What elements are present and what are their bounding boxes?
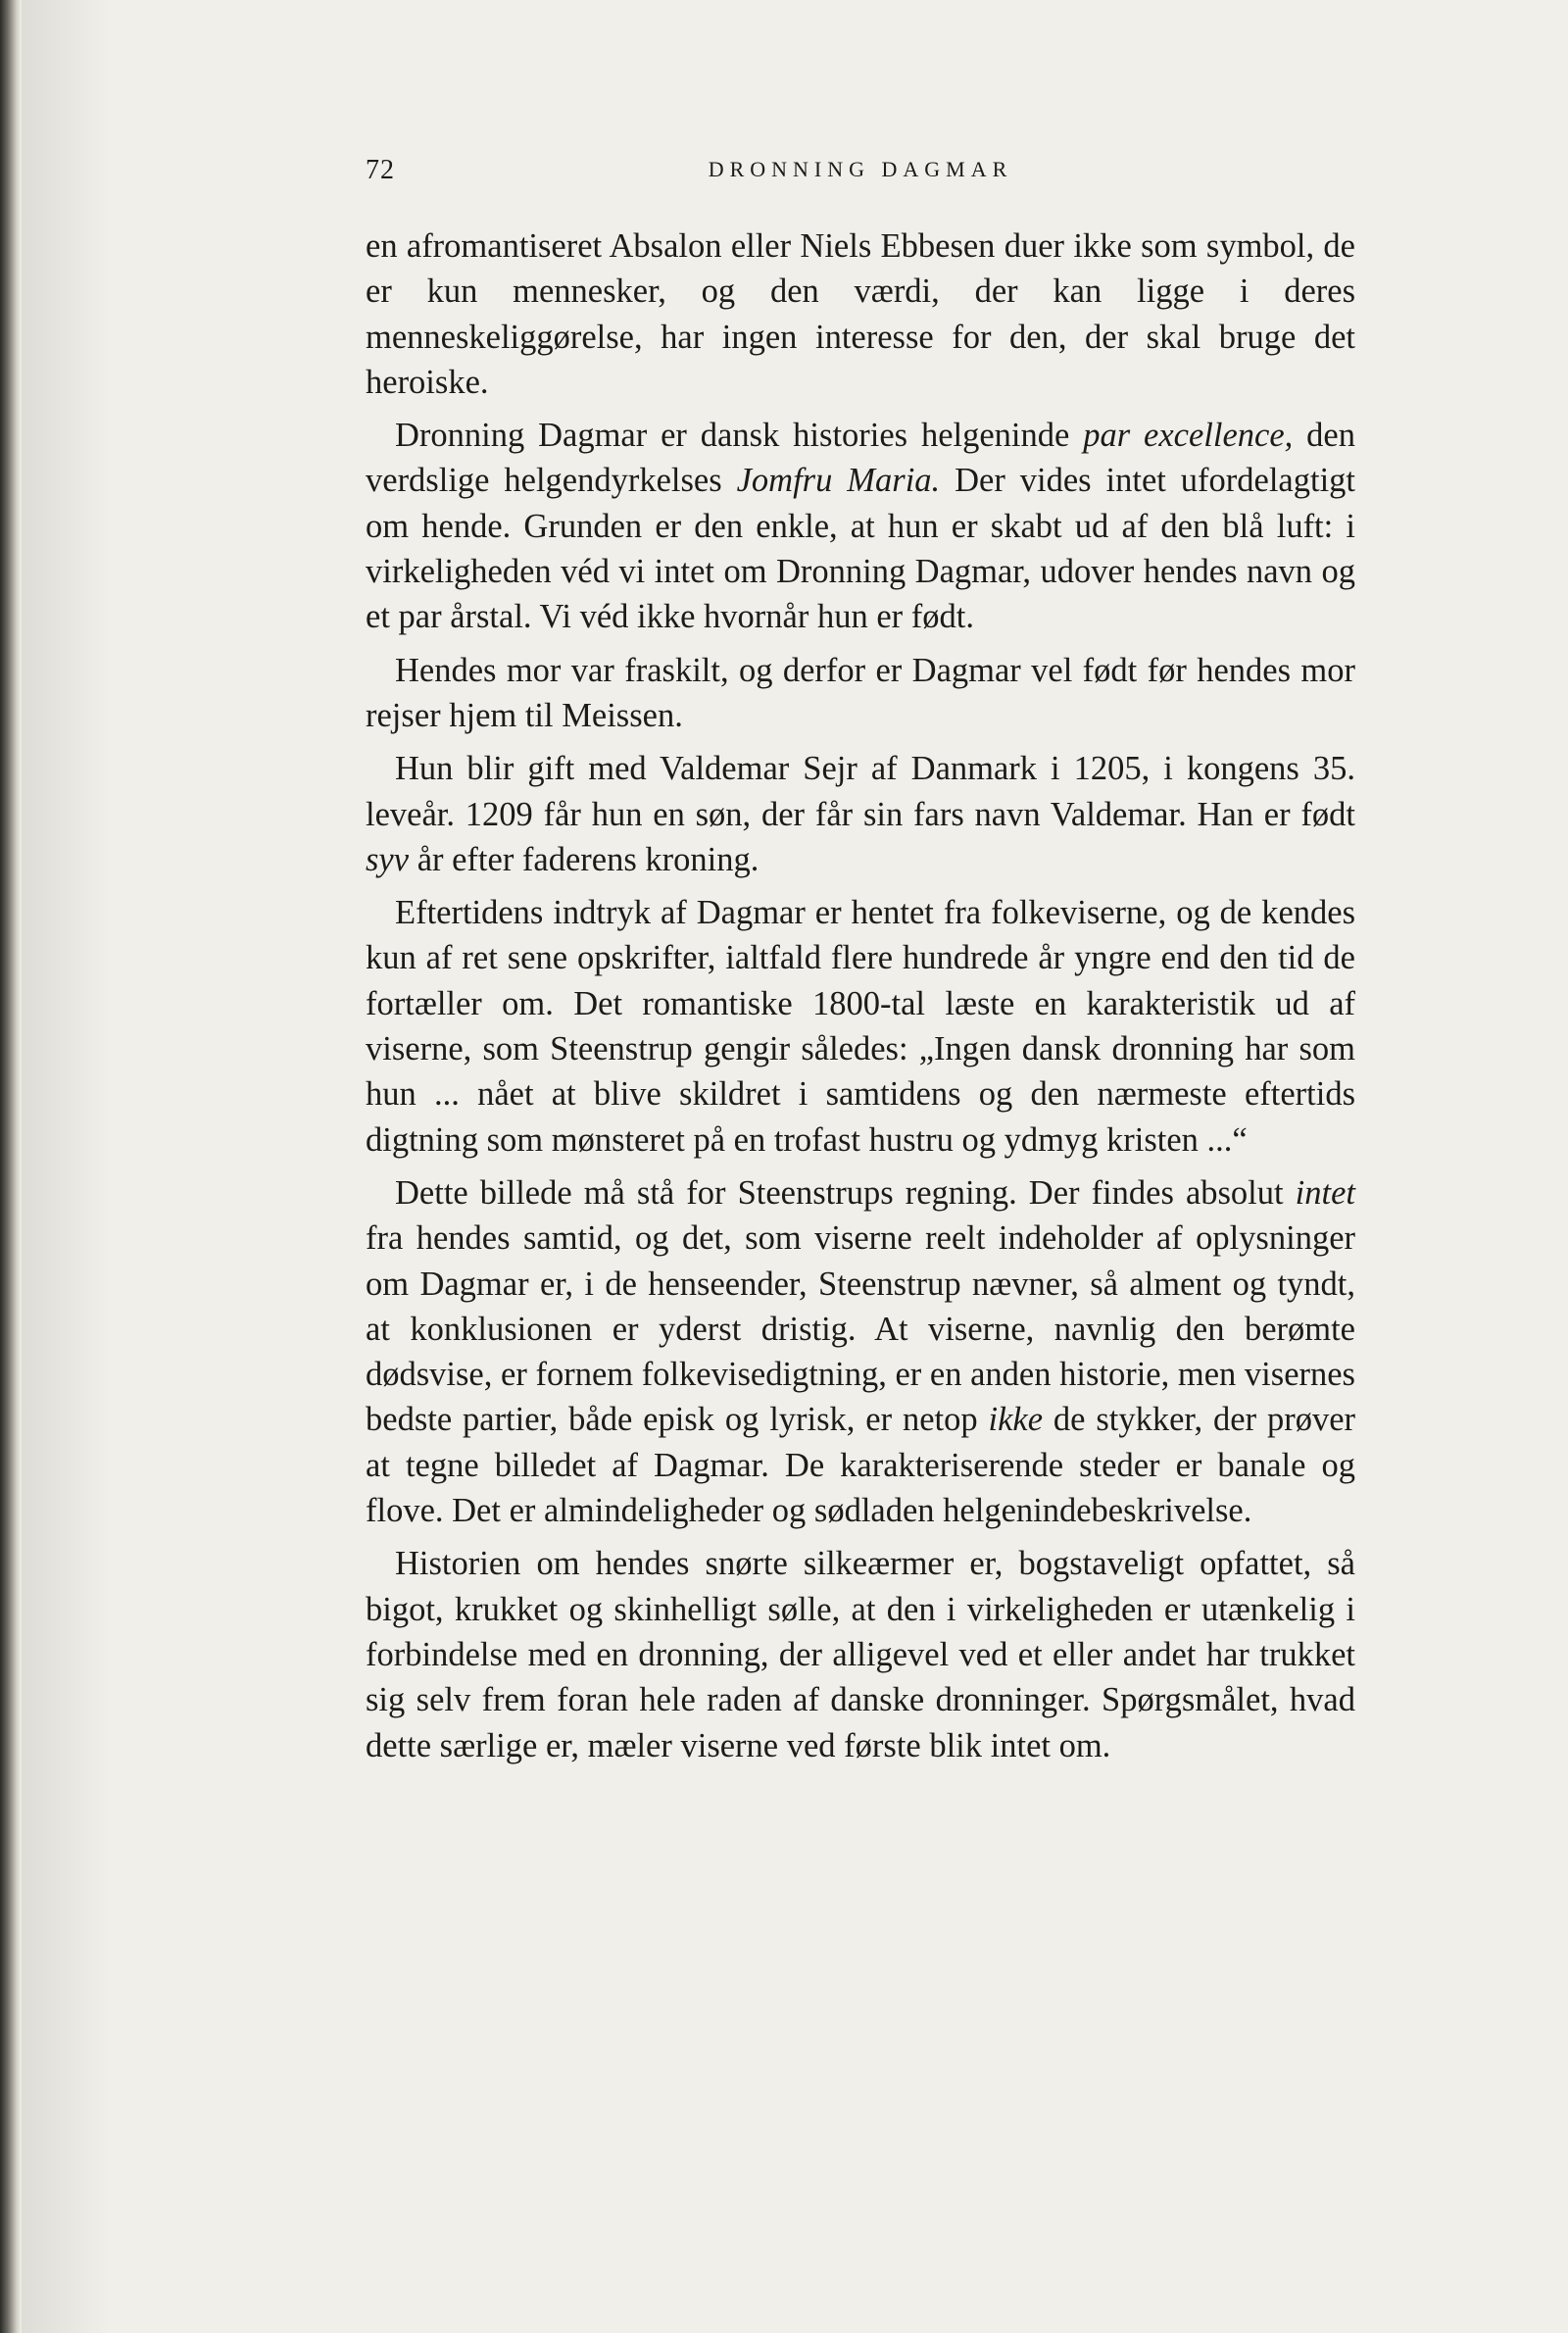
text-segment: Dronning Dagmar er dansk histories helgeninde bbox=[395, 417, 1084, 455]
book-binding-edge bbox=[0, 0, 22, 2333]
text-segment: Eftertidens indtryk af Dagmar er hentet fra folkeviserne, og de kendes kun af ret sene opskrifter, ialtfald flere hundrede år yngre end den tid de fortæller om. Det romantiske 1800-tal læste en karakteristik ud af viserne, som Steenstrup gengir således: „Ingen dansk dronning har som hun ... nået at blive skildret i samtidens og den nærmeste eftertids digtning som mønsteret på en trofast hustru og ydmyg kristen ...“ bbox=[366, 894, 1355, 1159]
binding-shadow bbox=[22, 0, 110, 2333]
italic-segment: Jomfru Maria. bbox=[736, 462, 941, 500]
paragraph-4 bbox=[366, 746, 1355, 882]
text-segment: Hun blir gift med Valdemar Sejr af Danmark i 1205, i kongens 35. leveår. 1209 får hun en søn, der får sin fars navn Valdemar. Han er født bbox=[366, 750, 1355, 833]
text-segment: en afromantiseret Absalon eller Niels Ebbesen duer ikke som symbol, de er kun mennesker, og den værdi, der kan ligge i deres menneskeliggørelse, har ingen interesse for den, der skal bruge det heroiske. bbox=[366, 227, 1355, 401]
running-title: DRONNING DAGMAR bbox=[708, 157, 1013, 181]
paragraph-7 bbox=[366, 1541, 1355, 1767]
book-page bbox=[366, 0, 1355, 2333]
text-segment: den verdslige helgendyrkelses bbox=[366, 417, 1355, 500]
text-segment: Historien om hendes snørte silkeærmer er, bogstaveligt opfattet, så bigot, krukket og skinhelligt sølle, at den i virkeligheden er utænkelig i forbindelse med en dronning, der alligevel ved et eller andet har trukket sig selv frem foran hele raden af danske dronninger. Spørgsmålet, hvad dette særlige er, mæler viserne ved første blik intet om. bbox=[366, 1545, 1355, 1764]
text-segment: Dette billede må stå for Steenstrups regning. Der findes absolut bbox=[395, 1173, 1296, 1212]
text-segment: år efter faderens kroning. bbox=[409, 840, 760, 878]
paragraph-1 bbox=[366, 223, 1355, 405]
paragraph-5 bbox=[366, 890, 1355, 1163]
text-segment: Hendes mor var fraskilt, og derfor er Dagmar vel født før hendes mor rejser hjem til Meissen. bbox=[366, 651, 1355, 734]
italic-segment: par excellence, bbox=[1083, 417, 1294, 455]
paragraph-2 bbox=[366, 413, 1355, 639]
paragraph-3 bbox=[366, 648, 1355, 739]
running-head bbox=[366, 155, 1355, 194]
italic-segment: intet bbox=[1295, 1173, 1355, 1212]
text-segment: Der vides intet ufordelagtigt om hende. Grunden er den enkle, at hun er skabt ud af den blå luft: i virkeligheden véd vi intet om Dronning Dagmar, udover hendes navn og et par årstal. Vi véd ikke hvornår hun er født. bbox=[366, 462, 1355, 636]
body-text bbox=[366, 223, 1355, 1776]
text-segment: de stykker, der prøver at tegne billedet af Dagmar. De karakteriserende steder er banale og flove. Det er almindeligheder og sødladen helgenindebeskrivelse. bbox=[366, 1401, 1356, 1530]
page-number: 72 bbox=[366, 155, 395, 185]
italic-segment: syv bbox=[366, 840, 410, 878]
italic-segment: ikke bbox=[988, 1401, 1044, 1439]
paragraph-6 bbox=[366, 1170, 1355, 1533]
text-segment: fra hendes samtid, og det, som viserne reelt indeholder af oplysninger om Dagmar er, i de henseender, Steenstrup nævner, så alment og tyndt, at konklusionen er yderst dristig. At viserne, navnlig den berømte dødsvise, er fornem folkevisedigtning, er en anden historie, men visernes bedste partier, både episk og lyrisk, er netop bbox=[366, 1219, 1355, 1439]
